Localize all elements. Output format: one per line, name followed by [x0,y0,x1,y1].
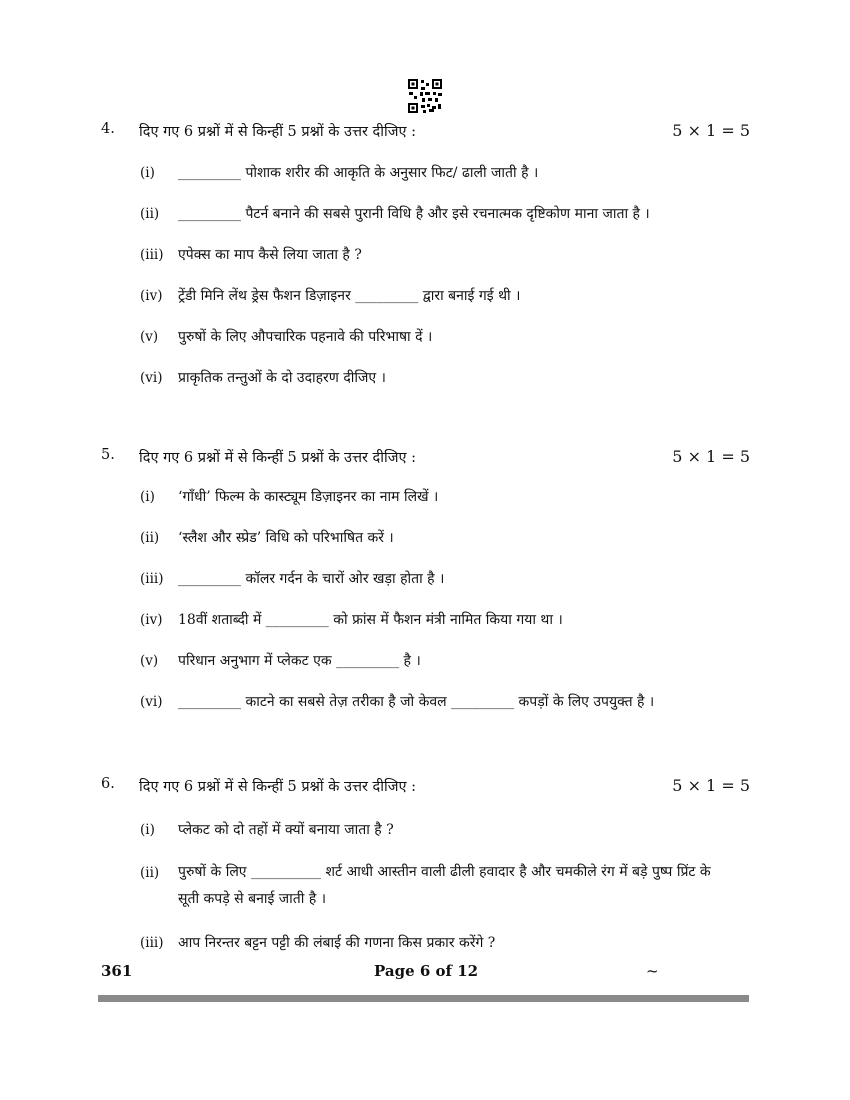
question-instruction: दिए गए 6 प्रश्नों में से किन्हीं 5 प्रश्नों के उत्तर दीजिए : [139,124,416,140]
question-instruction: दिए गए 6 प्रश्नों में से किन्हीं 5 प्रश्नों के उत्तर दीजिए : [139,450,416,466]
part-text: परिधान अनुभाग में प्लेकट एक _________ है । [178,653,421,669]
question-number: 4. [101,121,115,137]
part-label: (v) [140,329,159,345]
part-label: (ii) [140,206,160,222]
part-text: _________ काटने का सबसे तेज़ तरीका है जो केवल _________ कपड़ों के लिए उपयुक्त है । [178,694,655,710]
part-text: आप निरन्तर बट्टन पट्टी की लंबाई की गणना किस प्रकार करेंगे ? [178,935,496,951]
part-text: प्राकृतिक तन्तुओं के दो उदाहरण दीजिए । [178,370,386,386]
question-marks: 5 × 1 = 5 [672,121,750,140]
question-number: 5. [101,447,115,463]
part-text: ट्रेंडी मिनि लेंथ ड्रेस फैशन डिज़ाइनर _________ द्वारा बनाई गई थी । [178,288,521,304]
part-label: (iii) [140,571,164,587]
part-label: (vi) [140,370,163,386]
footer-mark: ~ [646,962,659,980]
part-label: (iii) [140,247,164,263]
part-label: (iv) [140,288,163,304]
part-text: पुरुषों के लिए औपचारिक पहनावे की परिभाषा दें । [178,329,433,345]
part-label: (iii) [140,935,164,951]
page-number: Page 6 of 12 [374,962,479,980]
footer-divider [98,995,749,1002]
part-text: _________ पोशाक शरीर की आकृति के अनुसार फिट/ ढाली जाती है । [178,165,539,181]
question-number: 6. [101,776,115,792]
part-label: (iv) [140,612,163,628]
part-label: (v) [140,653,159,669]
part-label: (i) [140,165,155,181]
part-text: पुरुषों के लिए __________ शर्ट आधी आस्तीन वाली ढीली हवादार है और चमकीले रंग में बड़े पुष्प प्रिंट के सूती कपड़े से बनाई जाती है । [178,864,711,907]
part-label: (ii) [140,530,160,546]
qr-code-icon [407,78,443,114]
part-text: ‘स्लैश और स्प्रेड’ विधि को परिभाषित करें । [178,530,394,546]
question-instruction: दिए गए 6 प्रश्नों में से किन्हीं 5 प्रश्नों के उत्तर दीजिए : [139,779,416,795]
part-text: _________ कॉलर गर्दन के चारों ओर खड़ा होता है । [178,571,445,587]
part-label: (ii) [140,865,160,881]
paper-code: 361 [101,962,133,980]
part-label: (i) [140,822,155,838]
question-marks: 5 × 1 = 5 [672,447,750,466]
part-text: ‘गाँधी’ फिल्म के कास्ट्यूम डिज़ाइनर का नाम लिखें । [178,489,439,505]
part-text: _________ पैटर्न बनाने की सबसे पुरानी विधि है और इसे रचनात्मक दृष्टिकोण माना जाता है । [178,206,650,222]
part-label: (i) [140,489,155,505]
part-label: (vi) [140,694,163,710]
question-marks: 5 × 1 = 5 [672,776,750,795]
part-text: प्लेकट को दो तहों में क्यों बनाया जाता है ? [178,822,394,838]
part-text: एपेक्स का माप कैसे लिया जाता है ? [178,247,362,263]
part-text: 18वीं शताब्दी में _________ को फ्रांस में फैशन मंत्री नामित किया गया था । [178,612,563,628]
